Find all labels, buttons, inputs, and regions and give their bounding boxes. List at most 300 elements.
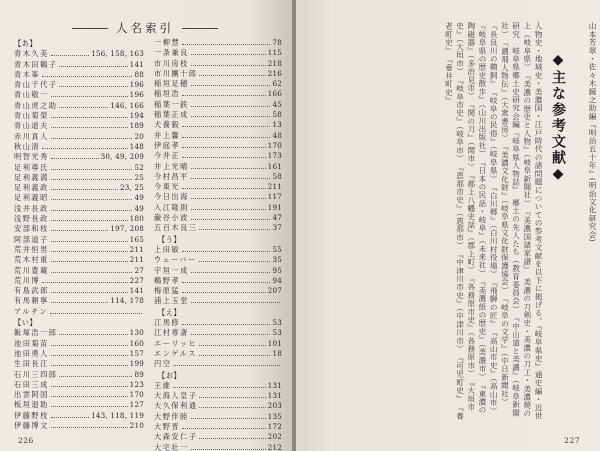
entry-name: 市川團十郎 [154, 68, 198, 78]
index-entry [150, 412, 282, 422]
entry-pages: 191 [267, 202, 282, 212]
entry-name: 五百木良三 [154, 223, 198, 233]
entry-name: 青山敬一 [14, 90, 49, 100]
entry-name: 荒川豊蔵 [14, 265, 49, 275]
index-entry [150, 443, 282, 451]
entry-name: 池田勇人 [14, 348, 49, 358]
index-entry [6, 307, 144, 317]
entry-pages: 211 [267, 182, 282, 192]
entry-pages: 25 [134, 172, 144, 182]
index-entry [150, 89, 282, 99]
index-entry [150, 48, 282, 58]
dot-leader [59, 107, 108, 108]
entry-pages: 20 [134, 131, 144, 141]
index-column-1 [6, 38, 144, 431]
entry-pages: 166 [267, 89, 282, 99]
entry-pages: 130 [129, 328, 144, 338]
entry-pages: 88 [134, 69, 144, 79]
index-section-header: 【お】 [158, 370, 182, 380]
dot-leader [51, 96, 128, 97]
dot-leader [191, 219, 271, 220]
index-section-header: 【い】 [14, 318, 38, 328]
index-entry [6, 255, 144, 265]
entry-pages: 52 [134, 162, 144, 172]
entry-pages: 211 [129, 255, 144, 265]
index-entry [150, 69, 282, 79]
index-entry [150, 79, 282, 89]
index-entry [6, 80, 144, 90]
dot-leader [51, 396, 128, 397]
dot-leader [51, 345, 128, 346]
dot-leader [199, 345, 266, 346]
dot-leader [173, 365, 280, 366]
dot-leader [51, 251, 128, 252]
entry-name: 宇垣一成 [154, 265, 189, 275]
entry-name: エーリッヒ [154, 338, 198, 348]
entry-pages: 203 [267, 401, 282, 411]
entry-name: 大久保利通 [154, 401, 198, 411]
entry-name: 足利尊氏 [14, 162, 49, 172]
entry-pages: 135 [267, 411, 282, 421]
dot-leader [182, 188, 266, 189]
entry-name: 入江隆則 [154, 202, 189, 212]
entry-name: 足利義政 [14, 183, 49, 193]
dot-leader [191, 168, 266, 169]
index-entry [150, 172, 282, 182]
index-entry [6, 152, 144, 162]
dot-leader [191, 272, 271, 273]
entry-name: 青山道夫 [14, 121, 49, 131]
entry-name: 飯塚浩一郎 [14, 328, 58, 338]
entry-name: 青山菊榮 [14, 111, 49, 121]
entry-name: 浅野長政 [14, 214, 49, 224]
entry-pages: 89 [134, 369, 144, 379]
dot-leader [51, 127, 128, 128]
dot-leader [182, 428, 266, 429]
index-entry [6, 121, 144, 131]
entry-name: 伊庭孝 [154, 140, 181, 150]
index-entry [150, 100, 282, 110]
entry-pages: 49 [134, 203, 144, 213]
entry-pages: 47 [272, 213, 282, 223]
entry-name: 今井正 [154, 151, 181, 161]
entry-name: 浅井長政 [14, 203, 49, 213]
dot-leader [182, 44, 270, 45]
reference-text: 人物史・地域史・美濃国・江戸時代の諸問題についての参考文献を以下に掲げる。『岐阜県史』通史編・近世上（岐阜県） 『美濃の歴史と人物』（岐阜新聞社） 『美濃国諸家譜』 美濃の刀剣史・美濃の刀工・美濃焼の研究 岐阜県郷土史研究会編『岐阜県人物誌』 郷土の先人たち（教育委員会） 『中山道と美濃』（岐阜新聞社） 『濃飛人物伝』（大衆書房） 『美濃文化財』（岐阜県文化財保護協会） 『岐阜の文学』（中日新聞社） 『長良川の鵜飼』 『岐阜の民俗』（岐阜県） 『白川郷』（白川村役場） 『飛騨の匠』 『高山市史』（高山市） 『岐阜県の歴史散歩』（山川出版社） 『日本の民話・岐阜』（未来社） 『美濃紙の歴史』（美濃市） 『東濃の陶磁器』（多治見市） 『関の刀』（関市） 『郡上八幡史話』（郡上町） 『各務原市史』（各務原市） 『大垣市史』（大垣市） 『岐阜市史』（岐阜市） 『恵那市史』（恵那市） 『中津川市史』（中津川市） 『可児町史』 『養老町史』 『垂井町史』 [444, 22, 543, 420]
entry-pages: 199 [129, 359, 144, 369]
dot-leader [199, 261, 271, 262]
entry-pages: 58 [272, 110, 282, 120]
index-entry [6, 266, 144, 276]
dot-leader [51, 272, 133, 273]
entry-pages: 94 [272, 275, 282, 285]
index-entry [6, 421, 144, 431]
index-entry [150, 328, 282, 338]
entry-name: 青山虎之助 [14, 100, 58, 110]
entry-name: 青木田鶴子 [14, 59, 58, 69]
entry-name: 大海人皇子 [154, 391, 198, 401]
entry-pages: 62 [272, 79, 282, 89]
title-rule-right [182, 28, 218, 29]
references-heading: ◆主な参考文献◆ [550, 52, 566, 184]
dot-leader [51, 189, 118, 190]
dot-leader [59, 376, 132, 377]
index-entry [6, 163, 144, 173]
entry-pages: 216 [267, 68, 282, 78]
entry-name: 浦上玉堂 [154, 296, 189, 306]
index-section-header: 【う】 [158, 234, 182, 244]
index-entry [150, 120, 282, 130]
index-entry [6, 111, 144, 121]
index-entry [150, 213, 282, 223]
entry-pages: 148 [129, 141, 144, 151]
entry-name: 出雲阿国 [14, 390, 49, 400]
entry-name: 有島武郎 [14, 286, 49, 296]
dot-leader [191, 198, 266, 199]
entry-name: 有馬頼寧 [14, 296, 49, 306]
entry-pages: 123 [129, 379, 144, 389]
dot-leader [173, 387, 265, 388]
entry-name: 大森安仁子 [154, 432, 198, 442]
dot-leader [51, 169, 133, 170]
entry-name: 秋山清 [14, 141, 41, 151]
index-entry [6, 359, 144, 369]
entry-name: 今東光 [154, 182, 181, 192]
dot-leader [51, 220, 128, 221]
index-entry [6, 214, 144, 224]
entry-name: 一条兼良 [154, 48, 189, 58]
index-entry [6, 296, 144, 306]
index-entry [150, 110, 282, 120]
index-entry [6, 235, 144, 245]
index-entry [6, 101, 144, 111]
entry-pages: 114, 178 [110, 296, 144, 306]
entry-name: 石川三四郎 [14, 369, 58, 379]
entry-pages: 156, 158, 163 [91, 49, 144, 59]
entry-pages: 211 [129, 244, 144, 254]
index-entry [6, 193, 144, 203]
dot-leader [191, 178, 271, 179]
entry-name: 大宅壮一 [154, 442, 189, 451]
entry-pages: 161 [267, 161, 282, 171]
dot-leader [51, 292, 128, 293]
entry-pages: 13 [272, 120, 282, 130]
dot-leader [199, 407, 265, 408]
entry-name: 王維 [154, 380, 172, 390]
index-entry [150, 182, 282, 192]
entry-pages: 27 [134, 265, 144, 275]
index-column-2 [150, 38, 282, 451]
entry-name: 稲垣足穂 [154, 79, 189, 89]
entry-pages: 58 [272, 171, 282, 181]
index-entry [150, 192, 282, 202]
entry-pages: 189 [129, 121, 144, 131]
entry-name: 足利義満 [14, 172, 49, 182]
entry-name: 稲葉正成 [154, 110, 189, 120]
index-entry [6, 224, 144, 234]
entry-pages: 160 [129, 338, 144, 348]
index-entry [150, 286, 282, 296]
index-entry [6, 411, 144, 421]
dot-leader [182, 157, 266, 158]
title-rule-left [72, 28, 108, 29]
index-title-text: 人名索引 [116, 21, 174, 35]
entry-name: ウェーバー [154, 255, 197, 265]
entry-pages: 141 [129, 286, 144, 296]
index-entry [150, 59, 282, 69]
dot-leader [51, 406, 128, 407]
dot-leader [51, 365, 128, 366]
dot-leader [51, 199, 133, 200]
dot-leader [59, 334, 127, 335]
entry-pages: 115 [267, 48, 282, 58]
entry-pages: 173 [267, 151, 282, 161]
index-entry [6, 286, 144, 296]
entry-pages: 23, 25 [119, 183, 144, 193]
entry-name: 青木峯 [14, 69, 41, 79]
entry-pages: 101 [267, 338, 282, 348]
entry-pages: 170 [129, 390, 144, 400]
left-page [0, 0, 292, 451]
entry-name: 赤川真人 [14, 131, 49, 141]
index-title [20, 20, 270, 36]
dot-leader [191, 85, 271, 86]
entry-name: 今村昌平 [154, 171, 189, 181]
index-section-header: 【あ】 [14, 39, 38, 48]
index-entry [150, 141, 282, 151]
entry-pages: 55 [272, 244, 282, 254]
dot-leader [51, 386, 128, 387]
index-entry [150, 432, 282, 442]
page-number-right: 227 [564, 436, 580, 445]
dot-leader [191, 302, 280, 303]
entry-pages: 218 [267, 58, 282, 68]
dot-leader [50, 313, 142, 314]
entry-pages: 202 [267, 432, 282, 442]
entry-pages: 165 [129, 234, 144, 244]
dot-leader [51, 230, 109, 231]
entry-name: アルチン [14, 306, 49, 316]
dot-leader [199, 75, 265, 76]
entry-pages: 18 [272, 348, 282, 358]
dot-leader [51, 261, 128, 262]
entry-name: 上田敏 [154, 244, 181, 254]
dot-leader [51, 427, 128, 428]
entry-name: 一柳慧 [154, 38, 181, 47]
entry-pages: 35 [272, 255, 282, 265]
entry-name: 明智光秀 [14, 152, 49, 162]
entry-pages: 157 [129, 348, 144, 358]
entry-pages: 37 [272, 223, 282, 233]
dot-leader [191, 209, 266, 210]
dot-leader [182, 324, 270, 325]
entry-pages: 227 [129, 275, 144, 285]
entry-name: 円空 [154, 359, 172, 369]
entry-pages: 172 [267, 421, 282, 431]
index-entry [6, 142, 144, 152]
entry-name: 青木久美 [14, 49, 49, 59]
entry-name: 巌谷小波 [154, 213, 189, 223]
entry-name: 市川房枝 [154, 58, 189, 68]
dot-leader [182, 147, 266, 148]
entry-name: 阿部道子 [14, 234, 49, 244]
entry-name: 足利義昭 [14, 193, 49, 203]
dot-leader [199, 397, 265, 398]
index-entry [6, 328, 144, 338]
dot-leader [51, 55, 89, 56]
entry-pages: 53 [272, 318, 282, 328]
entry-pages: 180 [129, 214, 144, 224]
entry-pages: 49 [134, 193, 144, 203]
dot-leader [51, 210, 133, 211]
entry-name: 池田菊苗 [14, 338, 49, 348]
entry-name: 井上馨 [154, 130, 181, 140]
index-entry [6, 370, 144, 380]
entry-name: 伊藤野枝 [14, 410, 49, 420]
index-entry [150, 223, 282, 233]
entry-pages: 197, 208 [110, 224, 144, 234]
dot-leader [59, 86, 127, 87]
index-entry [6, 245, 144, 255]
entry-name: 伊藤博文 [14, 420, 49, 430]
entry-pages: 48 [272, 130, 282, 140]
dot-leader [182, 137, 270, 138]
entry-pages: 210 [129, 420, 144, 430]
index-entry [150, 381, 282, 391]
dot-leader [42, 282, 128, 283]
entry-pages: 131 [267, 380, 282, 390]
entry-pages: 53 [272, 328, 282, 338]
entry-pages: 207 [267, 286, 282, 296]
entry-pages: 78 [272, 38, 282, 47]
reference-first-column [568, 22, 598, 422]
index-entry [150, 339, 282, 349]
index-entry [6, 132, 144, 142]
dot-leader [182, 95, 266, 96]
index-entry [150, 38, 282, 48]
entry-name: 荒木村重 [14, 255, 49, 265]
entry-name: 鵜野孝 [154, 275, 181, 285]
dot-leader [191, 65, 266, 66]
index-entry [150, 401, 282, 411]
entry-name: 犬養毅 [154, 120, 181, 130]
index-entry [150, 422, 282, 432]
index-entry [6, 204, 144, 214]
entry-name: 安部和枝 [14, 224, 49, 234]
dot-leader [51, 417, 89, 418]
index-entry [6, 173, 144, 183]
dot-leader [199, 438, 265, 439]
index-entry [6, 390, 144, 400]
index-entry [6, 49, 144, 59]
index-entry [150, 255, 282, 265]
dot-leader [51, 138, 133, 139]
dot-leader [199, 229, 270, 230]
index-entry [150, 162, 282, 172]
entry-name: 大野伴睦 [154, 411, 189, 421]
index-entry [150, 349, 282, 359]
index-entry [6, 339, 144, 349]
entry-name: 大野晋 [154, 421, 181, 431]
dot-leader [182, 126, 270, 127]
entry-pages: 194 [129, 111, 144, 121]
entry-name: 生田長江 [14, 359, 49, 369]
reference-list [304, 22, 544, 422]
index-entry [150, 318, 282, 328]
entry-name: 稲垣浩 [154, 89, 181, 99]
entry-name: 石田三成 [14, 379, 49, 389]
entry-name: 青山千代子 [14, 80, 58, 90]
page-number-left: 226 [18, 436, 34, 445]
index-entry [6, 400, 144, 410]
entry-pages: 146, 166 [110, 100, 144, 110]
dot-leader [182, 292, 266, 293]
entry-name: 梅原猛 [154, 286, 181, 296]
index-section-header: 【え】 [158, 307, 182, 317]
entry-pages: 117 [267, 192, 282, 202]
dot-leader [51, 241, 128, 242]
dot-leader [191, 54, 266, 55]
entry-name: 板垣退助 [14, 400, 49, 410]
dot-leader [42, 148, 128, 149]
reference-first-text: 山本芳翠・佐々木鏡之助編『明治五十年』(明治文化研究会) [588, 22, 597, 251]
index-entry [6, 60, 144, 70]
entry-pages: 30, 49, 209 [100, 152, 144, 162]
entry-pages: 127 [129, 400, 144, 410]
dot-leader [199, 355, 271, 356]
dot-leader [191, 418, 266, 419]
entry-pages: 143, 118, 119 [91, 410, 144, 420]
right-page [296, 0, 600, 451]
index-entry [150, 266, 282, 276]
index-entry [150, 203, 282, 213]
index-entry [150, 276, 282, 286]
entry-name: 江馬修 [154, 318, 181, 328]
index-entry [6, 183, 144, 193]
dot-leader [42, 76, 132, 77]
index-entry [150, 359, 282, 369]
index-entry [150, 131, 282, 141]
entry-pages: 131 [267, 391, 282, 401]
entry-pages: 95 [272, 265, 282, 275]
index-entry [6, 90, 144, 100]
dot-leader [182, 251, 270, 252]
dot-leader [191, 116, 271, 117]
entry-name: エンゲルス [154, 348, 197, 358]
entry-name: 江村専斎 [154, 328, 189, 338]
index-entry [6, 276, 144, 286]
index-entry [6, 380, 144, 390]
dot-leader [191, 449, 266, 450]
index-entry [6, 70, 144, 80]
index-entry [150, 245, 282, 255]
entry-name: 井上光晴 [154, 161, 189, 171]
entry-pages: 45 [272, 99, 282, 109]
index-entry [6, 349, 144, 359]
dot-leader [51, 302, 109, 303]
entry-pages: 196 [129, 90, 144, 100]
dot-leader [51, 355, 128, 356]
dot-leader [182, 282, 270, 283]
dot-leader [51, 158, 99, 159]
entry-pages: 141 [129, 59, 144, 69]
entry-pages: 212 [267, 442, 282, 451]
dot-leader [51, 179, 133, 180]
index-entry [150, 151, 282, 161]
entry-name: 荒井恒男 [14, 244, 49, 254]
entry-name: 稲葉一鉄 [154, 99, 189, 109]
entry-pages: 170 [267, 140, 282, 150]
